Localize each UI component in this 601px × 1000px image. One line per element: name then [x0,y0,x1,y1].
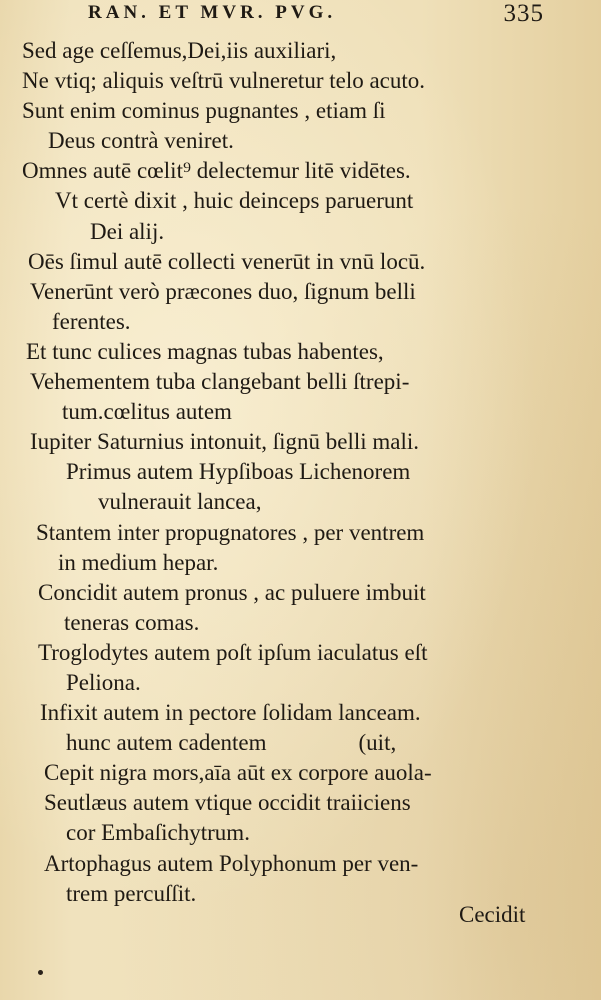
verse-line: Vehementem tuba clangebant belli ſtrepi- [30,369,410,395]
verse-line: teneras comas. [64,609,200,635]
verse-line: Cepit nigra mors,aīa aūt ex corpore auola- [44,760,432,786]
verse-line: Troglodytes autem poſt ipſum iaculatus eſt [38,639,428,665]
ink-speck [38,970,43,975]
page-header [88,2,568,32]
verse-line: Sunt enim cominus pugnantes , etiam ſi [22,98,386,124]
page-number: 335 [503,0,544,27]
verse-line: Primus autem Hypſiboas Lichenorem [66,459,411,485]
verse-line: Omnes autē cœlit⁹ delectemur litē vidētes. [22,158,411,184]
verse-line: Concidit autem pronus , ac puluere imbuit [38,579,426,605]
verse-line: Dei alij. [90,218,165,244]
verse-line: ferentes. [52,308,131,334]
catchword: Cecidit [459,902,526,927]
verse-line: Ne vtiq; aliquis veſtrū vulneretur telo acuto. [22,68,426,94]
verse-line: Venerūnt verò præcones duo, ſignum belli [30,278,416,304]
verse-line: Et tunc culices magnas tubas habentes, [26,338,384,364]
verse-line: Infixit autem in pectore ſolidam lanceam. [40,700,421,726]
verse-line: Sed age ceſſemus,Dei,iis auxiliari, [22,38,337,63]
verse-line: trem percuſſit. [66,880,197,906]
verse-line: in medium hepar. [58,549,219,575]
verse-line: Artophagus autem Polyphonum per ven- [44,850,419,876]
running-head: RAN. ET MVR. PVG. [88,2,337,23]
verse-line: hunc autem cadentem (uit, [66,730,397,756]
verse-text-block [0,36,601,909]
verse-line: Stantem inter propugnatores , per ventrem [36,519,425,545]
verse-line: vulnerauit lancea, [98,489,262,515]
verse-line: cor Embaſichytrum. [66,820,250,846]
verse-line: Peliona. [66,669,141,695]
verse-line: Seutlæus autem vtique occidit traiiciens [44,790,411,816]
verse-line: Oēs ſimul autē collecti venerūt in vnū locū. [28,248,426,274]
verse-line: Iupiter Saturnius intonuit, ſignū belli mali. [30,429,420,455]
verse-line: Vt certè dixit , huic deinceps paruerunt [55,188,414,214]
verse-line: tum.cœlitus autem [62,399,232,425]
verse-line: Deus contrà veniret. [48,128,234,154]
